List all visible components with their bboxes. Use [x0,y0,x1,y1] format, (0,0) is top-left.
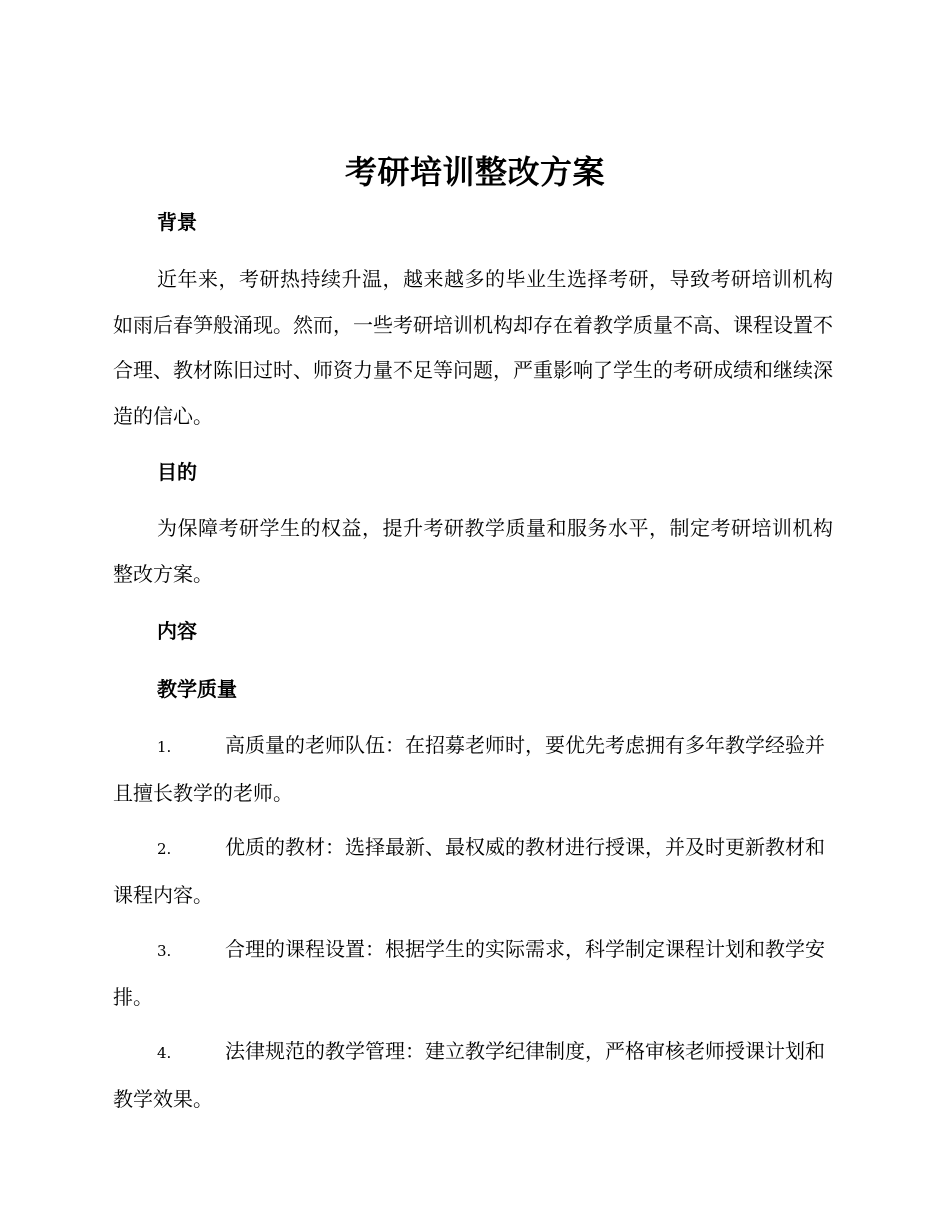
list-item [113,825,833,918]
list-item-number: 3. [157,942,172,960]
heading-background: 背景 [157,210,197,234]
heading-purpose: 目的 [157,460,197,484]
document-title: 考研培训整改方案 [344,153,605,191]
paragraph-background: 近年来，考研热持续升温，越来越多的毕业生选择考研，导致考研培训机构如雨后春笋般涌现。然而，一些考研培训机构却存在着教学质量不高、课程设置不合理、教材陈旧过时、师资力量不足等问题，严重影响了学生的考研成绩和继续深造的信心。 [113,267,833,428]
list-item-number: 2. [157,840,172,858]
list-item [113,1029,833,1122]
list-item-text: 合理的课程设置：根据学生的实际需求，科学制定课程计划和教学安排。 [113,937,825,1009]
list-item-number: 1. [157,738,172,756]
list-item-number: 4. [157,1044,172,1062]
list-item-text: 法律规范的教学管理：建立教学纪律制度，严格审核老师授课计划和教学效果。 [113,1039,825,1111]
heading-teaching-quality: 教学质量 [157,677,237,701]
paragraph-purpose: 为保障考研学生的权益，提升考研教学质量和服务水平，制定考研培训机构整改方案。 [113,516,833,586]
list-item [113,723,833,816]
list-item-text: 优质的教材：选择最新、最权威的教材进行授课，并及时更新教材和课程内容。 [113,835,825,907]
heading-content: 内容 [157,619,197,643]
list-item-text: 高质量的老师队伍：在招募老师时，要优先考虑拥有多年教学经验并且擅长教学的老师。 [113,733,825,805]
list-item [113,927,833,1020]
